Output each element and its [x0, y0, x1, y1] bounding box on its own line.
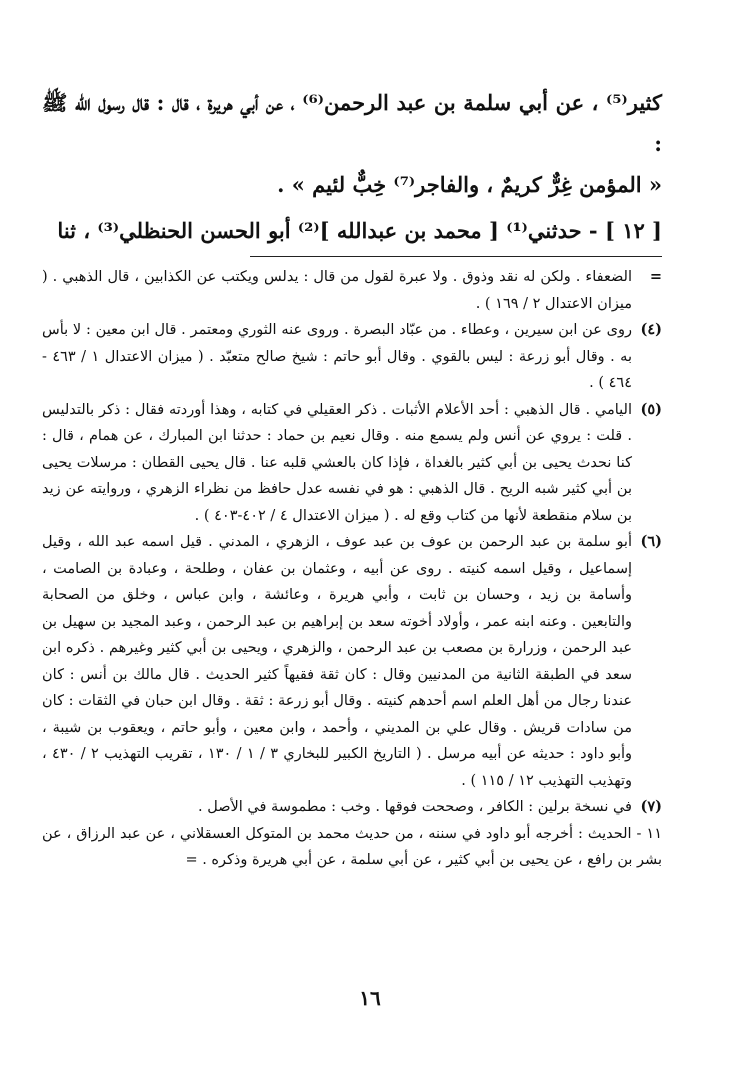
main-text-line: كثير⁽⁵⁾ ، عن أبي سلمة بن عبد الرحمن⁽⁶⁾ ، عن أبي هريرة ، قال : قال رسول الله ﷺ : [42, 90, 662, 156]
footnote-continuation [42, 264, 662, 317]
footnote-text: ١١ - الحديث : أخرجه أبو داود في سننه ، من حديث محمد بن المتوكل العسقلاني ، عن عبد الرزاق ، عن بشر بن رافع ، عن يحيى بن أبي كثير ، عن أبي سلمة ، عن أبي هريرة وذكره . = [42, 825, 662, 868]
footnote-number: (٤) [640, 321, 662, 338]
footnote-text: أبو سلمة بن عبد الرحمن بن عوف بن عبد عوف ، الزهري ، المدني . قيل اسمه عبد الله ، وقيل إسماعيل ، وقيل اسمه كنيته . روى عن أبيه ، وعثمان بن عفان ، وطلحة ، وعبادة بن الصامت ، وأسامة بن زيد ، وحسان بن ثابت ، وأبي هريرة ، وعائشة ، وابن عباس ، وخلق من الصحابة والتابعين . وعنه ابنه عمر ، وأولاد أخوته سعد بن إبراهيم بن عبد الرحمن ، وعبد المجيد بن سهيل بن عبد الرحمن ، وزرارة بن مصعب بن عبد الرحمن ، والزهري ، ويحيى بن أبي كثير وغيرهم . ذكره ابن سعد في الطبقة الثانية من المدنيين وقال : كان ثقة فقيهاً كثير الحديث . قال مالك بن أنس : كان عندنا رجال من أهل العلم اسم أحدهم كنيته . وقال أبو زرعة : ثقة . وقال ابن حبان في الثقات : كان من سادات قريش . وقال علي بن المديني ، وأحمد ، وابن معين ، وأبو حاتم ، ويعقوب بن شيبة ، وأبو داود : حديثه عن أبيه مرسل . ( التاريخ الكبير للبخاري ٣ / ١ / ١٣٠ ، تقريب التهذيب ٢ / ٤٣٠ ، وتهذيب التهذيب ١٢ / ١١٥ ) . [42, 534, 633, 789]
footnote-text: روى عن ابن سيرين ، وعطاء . من عبّاد البصرة . وروى عنه الثوري ومعتمر . قال ابن معين : لا بأس به . وقال أبو زرعة : ليس بالقوي . وقال أبو حاتم : شيخ صالح متعبّد . ( ميزان الاعتدال ١ / ٤٦٣ - ٤٦٤ ) . [42, 322, 632, 391]
hadith-takhrij-note [42, 821, 662, 874]
footnote-divider [250, 256, 662, 257]
page-number: ١٦ [359, 986, 381, 1010]
footnote-7 [42, 794, 662, 821]
footnote-text: الضعفاء . ولكن له نقد وذوق . ولا عبرة لقول من قال : يدلس ويكتب عن الكذابين ، قال الذهبي . ( ميزان الاعتدال ٢ / ١٦٩ ) . [42, 269, 632, 312]
footnote-number: (٥) [640, 400, 662, 418]
footnote-marker: = [649, 268, 662, 285]
footnote-6 [42, 529, 662, 794]
footnote-text: اليامي . قال الذهبي : أحد الأعلام الأثبات . ذكر العقيلي في كتابه ، وهذا أوردته فقال : ذكر بالتدليس . قلت : يروي عن أنس ولم يسمع منه . وقال نعيم بن حماد : حدثنا ابن المبارك ، عن همام ، قال : كنا نحدث يحيى بن أبي كثير بالغداة ، فإذا كان بالعشي قلبه عنا . قال يحيى القطان : مرسلات يحيى بن أبي كثير شبه الريح . قال الذهبي : هو في نفسه عدل حافظ من نظراء الزهري ، وروايته عن زيد بن سلام منقطعة لأنها من كتاب وقع له . ( ميزان الاعتدال ٤ / ٤٠٢-٤٠٣ ) . [42, 401, 632, 524]
footnote-4 [42, 317, 662, 397]
footnote-number: (٧) [640, 798, 662, 815]
hadith-text: « المؤمن غِرٌّ كريمٌ ، والفاجر⁽⁷⁾ خِبٌّ لئيم » . [277, 172, 662, 197]
footnote-number: (٦) [640, 533, 662, 550]
footnote-5 [42, 397, 662, 530]
main-text [42, 82, 662, 251]
hadith-chain-heading: [ ١٢ ] - حدثني⁽¹⁾ [ محمد بن عبدالله ]⁽²⁾ أبو الحسن الحنظلي⁽³⁾ ، ثنا [57, 218, 662, 243]
footnotes [42, 264, 662, 874]
footnote-text: في نسخة برلين : الكافر ، وصححت فوقها . وخب : مطموسة في الأصل . [198, 799, 632, 815]
